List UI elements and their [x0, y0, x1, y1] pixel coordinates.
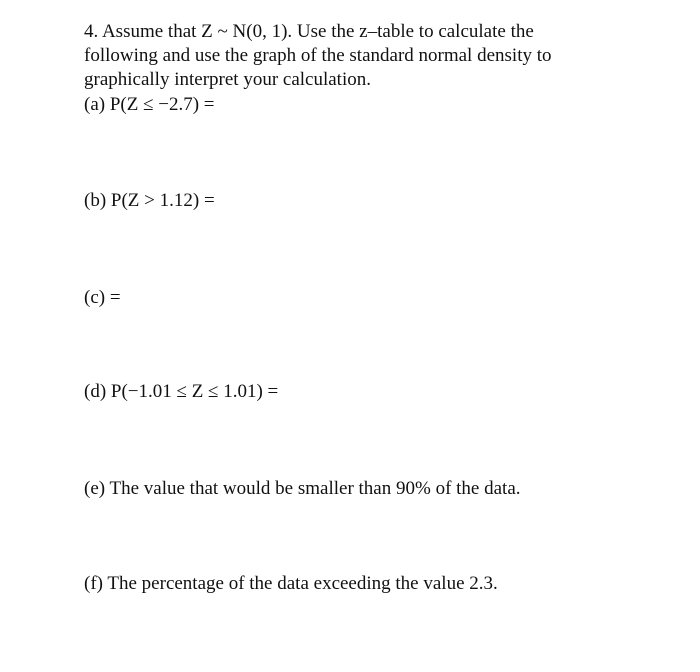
part-f: (f) The percentage of the data exceeding the value 2.3.: [84, 573, 498, 594]
part-e: (e) The value that would be smaller than 90% of the data.: [84, 478, 521, 499]
question-intro: [84, 20, 684, 92]
intro-line: following and use the graph of the standard normal density to: [84, 45, 552, 66]
part-c: (c) =: [84, 287, 121, 308]
part-b: (b) P(Z > 1.12) =: [84, 190, 215, 211]
intro-line: graphically interpret your calculation.: [84, 69, 371, 90]
part-d: (d) P(−1.01 ≤ Z ≤ 1.01) =: [84, 381, 279, 402]
part-a: (a) P(Z ≤ −2.7) =: [84, 94, 215, 115]
intro-line: 4. Assume that Z ~ N(0, 1). Use the z–table to calculate the: [84, 21, 534, 42]
